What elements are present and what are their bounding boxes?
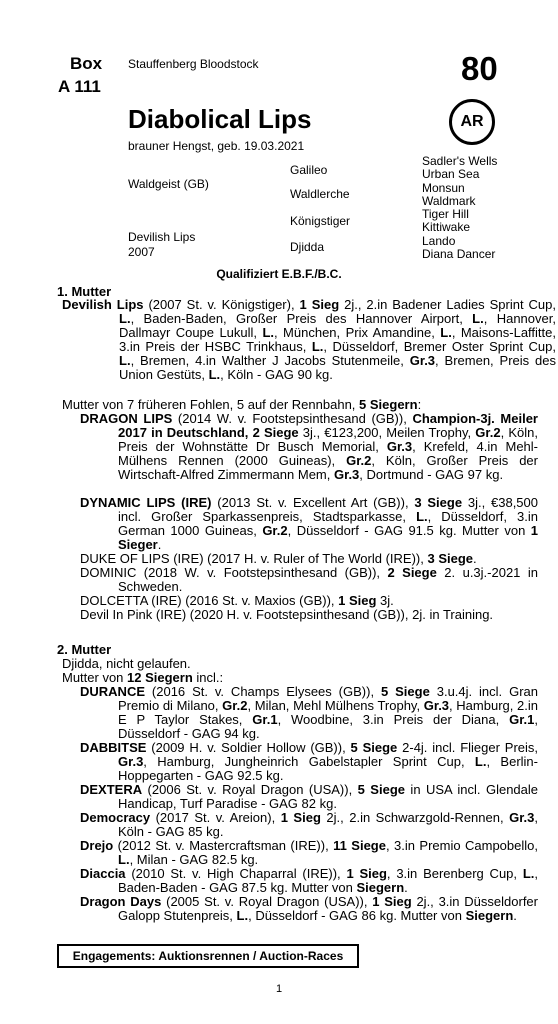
text: , Berlin-Hoppegarten - GAG 92.5 kg. [118, 754, 538, 783]
text: 3.u.4j. incl. Gran Premio di Milano, [118, 684, 538, 713]
group: Gr.2 [262, 523, 288, 538]
text: DOMINIC (2018 W. v. Footstepsinthesand (GB)), [80, 565, 388, 580]
pedigree-dam: Devilish Lips [128, 230, 196, 244]
listed: L. [118, 852, 130, 867]
text: , Baden-Baden, Großer Preis des Hannover Airport, [130, 311, 473, 326]
text: 2j., 3.in Düsseldorfer Galopp Stutenpreis, [118, 894, 538, 923]
text: . [513, 908, 517, 923]
pedigree-ggp-1: Sadler's Wells [422, 154, 498, 168]
offspring-dolcetta [80, 594, 538, 608]
pedigree-ggp-6: Kittiwake [422, 220, 471, 234]
group: Gr.1 [509, 712, 535, 727]
wins: 11 Siege [333, 838, 386, 853]
group: Gr.3 [118, 754, 144, 769]
text: , Dortmund - GAG 97 kg. [359, 467, 504, 482]
text: 3j., €123,200, Meilen Trophy, [298, 425, 476, 440]
horse-name: Diabolical Lips [128, 104, 312, 134]
listed: L. [522, 866, 535, 881]
wins: 2 Siege [387, 565, 437, 580]
text: : [417, 397, 422, 412]
offspring-duke-of-lips [80, 552, 538, 566]
group: Gr.3 [409, 353, 436, 368]
listed: L. [472, 311, 484, 326]
first-dam-name: Devilish Lips [62, 297, 144, 312]
text: , München, Prix Amandine, [274, 325, 441, 340]
first-dam-title: 1. Mutter [57, 284, 112, 299]
text: (2016 St. v. Champs Elysees (GB)), [145, 684, 381, 699]
text: DOLCETTA (IRE) (2016 St. v. Maxios (GB)), [80, 593, 339, 608]
text: , Krefeld, 4.in Mehl-Mülhens Rennen (2000 Guineas), [118, 439, 538, 468]
text: , Bremen, 4.in Walther J Jacobs Stutenmeile, [130, 353, 410, 368]
pedigree-dam-sire: Königstiger [290, 214, 351, 228]
second-dam-title: 2. Mutter [57, 642, 112, 657]
text: (2009 H. v. Soldier Hollow (GB)), [146, 740, 351, 755]
text: 3j. [376, 593, 394, 608]
second-dam-produce [62, 671, 223, 685]
text: 2j., 2.in Schwarzgold-Rennen, [320, 810, 510, 825]
listed: L. [119, 353, 131, 368]
text: , Baden-Baden - GAG 87.5 kg. Mutter von [118, 866, 538, 895]
box-label: Box [70, 54, 103, 73]
group: Gr.3 [386, 439, 413, 454]
pedigree-sire-dam: Waldlerche [290, 187, 350, 201]
text: , Düsseldorf, Bremer Oster Sprint Cup, [323, 339, 556, 354]
second-offspring-dragon-days [80, 895, 538, 923]
text: 2-4j. incl. Flieger Preis, [397, 740, 538, 755]
dam-of: Siegern [465, 908, 514, 923]
pedigree-ggp-5: Tiger Hill [422, 207, 469, 221]
winners: 12 Siegern [127, 670, 193, 685]
group: Gr.2 [222, 698, 248, 713]
winners: 5 Siegern [359, 397, 418, 412]
pedigree-dam-dam: Djidda [290, 240, 325, 254]
text: 2. u.3j.-2021 in Schweden. [118, 565, 538, 594]
pedigree-ggp-8: Diana Dancer [422, 247, 496, 261]
first-dam-paragraph [62, 298, 556, 382]
offspring-dragon-lips [80, 412, 538, 482]
text: , Woodbine, 3.in Preis der Diana, [277, 712, 510, 727]
text: incl.: [192, 670, 224, 685]
text: (2005 St. v. Royal Dragon (USA)), [161, 894, 373, 909]
text: , Köln, Großer Preis der Wirtschaft-Alfred Zimmermann Mem, [118, 453, 538, 482]
wins: 1 Sieg [372, 894, 412, 909]
second-offspring-drejo [80, 839, 538, 867]
text: (2017 St. v. Areion), [150, 810, 281, 825]
group: Gr.1 [252, 712, 278, 727]
text: , Maisons-Laffitte, 3.in Preis der HSBC Trinkhaus, [119, 325, 556, 354]
second-offspring-durance [80, 685, 538, 741]
text: (2013 St. v. Excellent Art (GB)), [211, 495, 415, 510]
pedigree-sire-sire: Galileo [290, 163, 328, 177]
wins: 5 Siege [350, 740, 398, 755]
text: Mutter von 7 früheren Fohlen, 5 auf der Rennbahn, [62, 397, 360, 412]
text: , Milan, Mehl Mülhens Trophy, [247, 698, 424, 713]
lot-number: 80 [461, 50, 498, 87]
text: Devil In Pink (IRE) (2020 H. v. Footstepsinthesand (GB)), 2j. in Training. [80, 607, 494, 622]
pedigree-ggp-7: Lando [422, 234, 456, 248]
text: . [404, 880, 408, 895]
text: , Düsseldorf - GAG 94 kg. [118, 712, 538, 741]
second-offspring-democracy [80, 811, 538, 839]
offspring-name: DYNAMIC LIPS (IRE) [80, 495, 212, 510]
text: (2012 St. v. Mastercraftsman (IRE)), [113, 838, 334, 853]
text: (2007 St. v. Königstiger), [143, 297, 300, 312]
wins: 5 Siege [380, 684, 430, 699]
text: , 3.in Berenberg Cup, [386, 866, 523, 881]
pedigree-ggp-4: Waldmark [422, 194, 476, 208]
text: , Hannover, Dallmayr Coupe Lukull, [119, 311, 556, 340]
text: . [473, 551, 477, 566]
box-number: A 111 [58, 77, 101, 96]
page-number: 1 [275, 983, 283, 995]
offspring-name: Dragon Days [80, 894, 162, 909]
offspring-dynamic-lips [80, 496, 538, 552]
consignor: Stauffenberg Bloodstock [128, 57, 259, 71]
pedigree-sire: Waldgeist (GB) [128, 177, 209, 191]
ar-badge-label: AR [460, 113, 484, 130]
wins: 3 Siege [414, 495, 463, 510]
group: Gr.3 [423, 698, 450, 713]
text: , Hamburg, 2.in E P Taylor Stakes, [118, 698, 538, 727]
text: , Köln - GAG 90 kg. [220, 367, 333, 382]
text: 2j., 2.in Badener Ladies Sprint Cup, [339, 297, 556, 312]
offspring-name: Democracy [80, 810, 151, 825]
offspring-name: Drejo [80, 838, 114, 853]
offspring-dominic [80, 566, 538, 594]
horse-description: brauner Hengst, geb. 19.03.2021 [128, 139, 305, 153]
first-dam-produce [62, 398, 421, 412]
pedigree-ggp-2: Urban Sea [422, 167, 480, 181]
text: , 3.in Premio Campobello, [385, 838, 538, 853]
text: . [157, 537, 162, 552]
text: (2010 St. v. High Chaparral (IRE)), [125, 866, 347, 881]
text: Mutter von [62, 670, 128, 685]
engagements-box [57, 944, 359, 968]
wins: 1 Sieg [280, 810, 321, 825]
ar-badge-icon [449, 99, 495, 145]
text: , Bremen, Preis des Union Gestüts, [119, 353, 557, 382]
second-offspring-dabbitse [80, 741, 538, 783]
wins: 1 Sieg [299, 297, 340, 312]
offspring-devil-in-pink [80, 608, 538, 622]
offspring-name: DRAGON LIPS [80, 411, 173, 426]
text: DUKE OF LIPS (IRE) (2017 H. v. Ruler of The World (IRE)), [80, 551, 428, 566]
wins: 1 Sieg [346, 866, 387, 881]
champion: Champion-3j. Meiler 2017 in Deutschland, 2 Siege [118, 411, 538, 440]
text: , Düsseldorf - GAG 86 kg. Mutter von [248, 908, 466, 923]
text: , Düsseldorf, 3.in German 1000 Guineas, [118, 509, 539, 538]
engagements-label: Engagements: Auktionsrennen / Auction-Races [72, 949, 344, 963]
text: , Düsseldorf - GAG 91.5 kg. Mutter von [287, 523, 531, 538]
pedigree-dam-year: 2007 [128, 245, 155, 259]
listed: L. [262, 325, 275, 340]
pedigree-ggp-3: Monsun [422, 181, 465, 195]
listed: L. [208, 367, 221, 382]
qualification: Qualifiziert E.B.F./B.C. [216, 267, 342, 281]
group: Gr.3 [333, 467, 360, 482]
listed: L. [440, 325, 452, 340]
listed: L. [416, 509, 428, 524]
listed: L. [474, 754, 487, 769]
second-offspring-dextera [80, 783, 538, 811]
text: (2014 W. v. Footstepsinthesand (GB)), [172, 411, 413, 426]
text: in USA incl. Glendale Handicap, Turf Paradise - GAG 82 kg. [118, 782, 539, 811]
group: Gr.2 [475, 425, 501, 440]
second-offspring-diaccia [80, 867, 538, 895]
dam-of: 1 Sieger [118, 523, 538, 552]
wins: 1 Sieg [338, 593, 377, 608]
group: Gr.2 [346, 453, 372, 468]
offspring-name: Diaccia [80, 866, 126, 881]
offspring-name: DURANCE [80, 684, 145, 699]
group: Gr.3 [509, 810, 535, 825]
text: 3j., €38,500 incl. Großer Sparkassenpreis, Stadtsparkasse, [118, 495, 538, 524]
dam-of: Siegern [356, 880, 405, 895]
second-dam-line: Djidda, nicht gelaufen. [62, 656, 191, 671]
wins: 5 Siege [357, 782, 405, 797]
offspring-name: DEXTERA [80, 782, 143, 797]
listed: L. [311, 339, 324, 354]
text: , Köln - GAG 85 kg. [118, 810, 539, 839]
wins: 3 Siege [427, 551, 474, 566]
listed: L. [236, 908, 249, 923]
listed: L. [119, 311, 131, 326]
offspring-name: DABBITSE [80, 740, 147, 755]
text: , Köln, Preis der Wohnstätte Dr Busch Memorial, [118, 425, 538, 454]
text: , Milan - GAG 82.5 kg. [129, 852, 259, 867]
text: (2006 St. v. Royal Dragon (USA)), [142, 782, 358, 797]
text: , Hamburg, Jungheinrich Gabelstapler Sprint Cup, [143, 754, 475, 769]
